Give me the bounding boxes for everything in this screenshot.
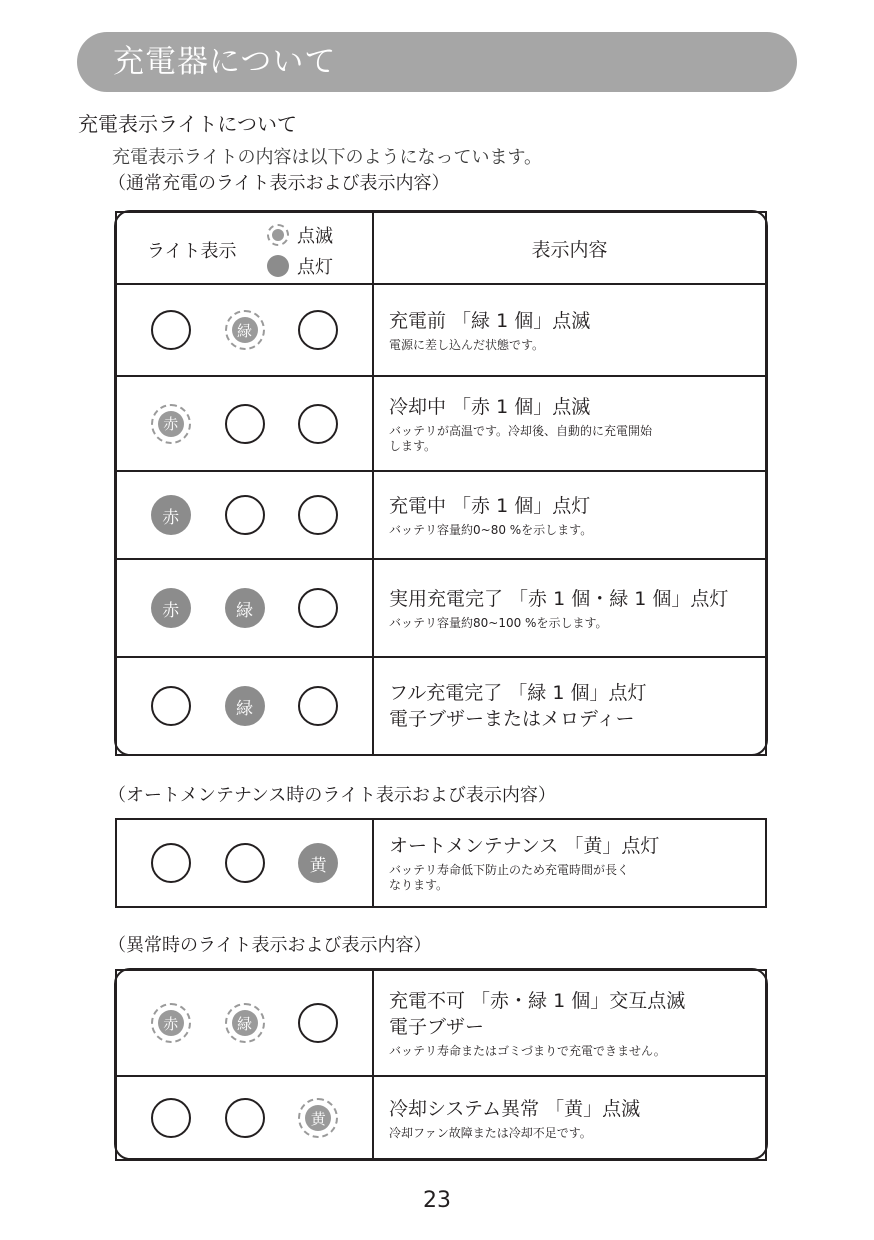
lamp-blink-icon	[225, 310, 265, 350]
lamp-label: 緑	[232, 1010, 258, 1036]
light-display-cell	[116, 657, 373, 755]
lamp-off-icon	[298, 1003, 338, 1043]
maintenance-light-table	[115, 818, 767, 908]
status-title: 充電前 「緑 1 個」点滅	[389, 309, 591, 332]
lamp-off-icon	[225, 495, 265, 535]
table-row	[116, 284, 766, 376]
normal-light-table	[115, 211, 767, 756]
content-cell	[373, 376, 766, 471]
status-title: 充電不可 「赤・緑 1 個」交互点滅 電子ブザー	[389, 989, 686, 1038]
lamp-blink-icon	[151, 1003, 191, 1043]
status-title: 冷却システム異常 「黄」点滅	[389, 1097, 641, 1120]
lamp-label: 赤	[158, 1010, 184, 1036]
table-row	[116, 559, 766, 657]
lamp-lit-icon: 緑	[225, 588, 265, 628]
table-row	[116, 1076, 766, 1160]
caption-normal: （通常充電のライト表示および表示内容）	[108, 173, 450, 194]
content-cell	[373, 284, 766, 376]
light-display-cell	[116, 970, 373, 1076]
table-row	[116, 970, 766, 1076]
status-note: バッテリ寿命またはゴミづまりで充電できません。	[389, 1043, 666, 1058]
light-display-cell	[116, 819, 373, 907]
content-cell	[373, 657, 766, 755]
content-cell	[373, 471, 766, 559]
status-note: バッテリ寿命低下防止のため充電時間が長く なります。	[389, 863, 630, 892]
page-number: 23	[423, 1188, 451, 1213]
status-note: バッテリ容量約80~100 %を示します。	[389, 615, 608, 630]
table-row	[116, 376, 766, 471]
header-light-label: ライト表示	[147, 241, 237, 262]
chapter-title: 充電器について	[113, 44, 337, 80]
status-note: バッテリが高温です。冷却後、自動的に充電開始 します。	[389, 423, 653, 453]
header-content-label: 表示内容	[531, 238, 608, 261]
status-note: バッテリ容量約0~80 %を示します。	[389, 522, 593, 537]
error-light-table	[115, 969, 767, 1161]
lamp-off-icon	[298, 588, 338, 628]
legend-blink	[267, 222, 333, 248]
table-row	[116, 471, 766, 559]
lamp-off-icon	[151, 1098, 191, 1138]
lamp-off-icon	[151, 843, 191, 883]
status-title: オートメンテナンス 「黄」点灯	[389, 835, 660, 857]
light-display-cell	[116, 284, 373, 376]
lamp-off-icon	[298, 495, 338, 535]
table-header-row	[116, 212, 766, 284]
light-display-cell	[116, 1076, 373, 1160]
legend-blink-label: 点滅	[297, 226, 333, 247]
content-cell	[373, 1076, 766, 1160]
status-title: 実用充電完了 「赤 1 個・緑 1 個」点灯	[389, 587, 729, 610]
legend-on	[267, 253, 333, 279]
status-title: 冷却中 「赤 1 個」点滅	[389, 395, 591, 418]
lamp-label: 黄	[305, 1105, 331, 1131]
status-title: 充電中 「赤 1 個」点灯	[389, 494, 591, 517]
light-display-cell	[116, 471, 373, 559]
status-title: フル充電完了 「緑 1 個」点灯 電子ブザーまたはメロディー	[389, 682, 647, 730]
chapter-banner	[77, 32, 797, 92]
section-title: 充電表示ライトについて	[78, 112, 297, 136]
lamp-lit-icon: 黄	[298, 843, 338, 883]
light-display-cell	[116, 559, 373, 657]
caption-maintenance: （オートメンテナンス時のライト表示および表示内容）	[108, 785, 556, 806]
lamp-off-icon	[225, 843, 265, 883]
content-cell	[373, 559, 766, 657]
lamp-off-icon	[225, 404, 265, 444]
intro-text: 充電表示ライトの内容は以下のようになっています。	[112, 147, 543, 168]
lamp-blink-icon	[298, 1098, 338, 1138]
legend-on-label: 点灯	[297, 257, 333, 278]
lamp-off-icon	[151, 310, 191, 350]
lamp-lit-icon: 赤	[151, 588, 191, 628]
lamp-label: 赤	[158, 411, 184, 437]
status-note: 電源に差し込んだ状態です。	[389, 337, 545, 352]
blink-icon	[267, 224, 289, 246]
lamp-off-icon	[298, 310, 338, 350]
header-light-cell	[116, 212, 373, 284]
lamp-off-icon	[225, 1098, 265, 1138]
lamp-off-icon	[298, 404, 338, 444]
lamp-blink-icon	[225, 1003, 265, 1043]
content-cell	[373, 819, 766, 907]
caption-error: （異常時のライト表示および表示内容）	[108, 935, 432, 956]
table-row	[116, 819, 766, 907]
lamp-blink-icon	[151, 404, 191, 444]
light-display-cell	[116, 376, 373, 471]
header-content-cell	[373, 212, 766, 284]
lamp-label: 緑	[232, 317, 258, 343]
lamp-lit-icon: 緑	[225, 686, 265, 726]
content-cell	[373, 970, 766, 1076]
lit-icon	[267, 255, 289, 277]
status-note: 冷却ファン故障または冷却不足です。	[389, 1125, 592, 1140]
table-row	[116, 657, 766, 755]
lamp-lit-icon: 赤	[151, 495, 191, 535]
lamp-off-icon	[298, 686, 338, 726]
lamp-off-icon	[151, 686, 191, 726]
